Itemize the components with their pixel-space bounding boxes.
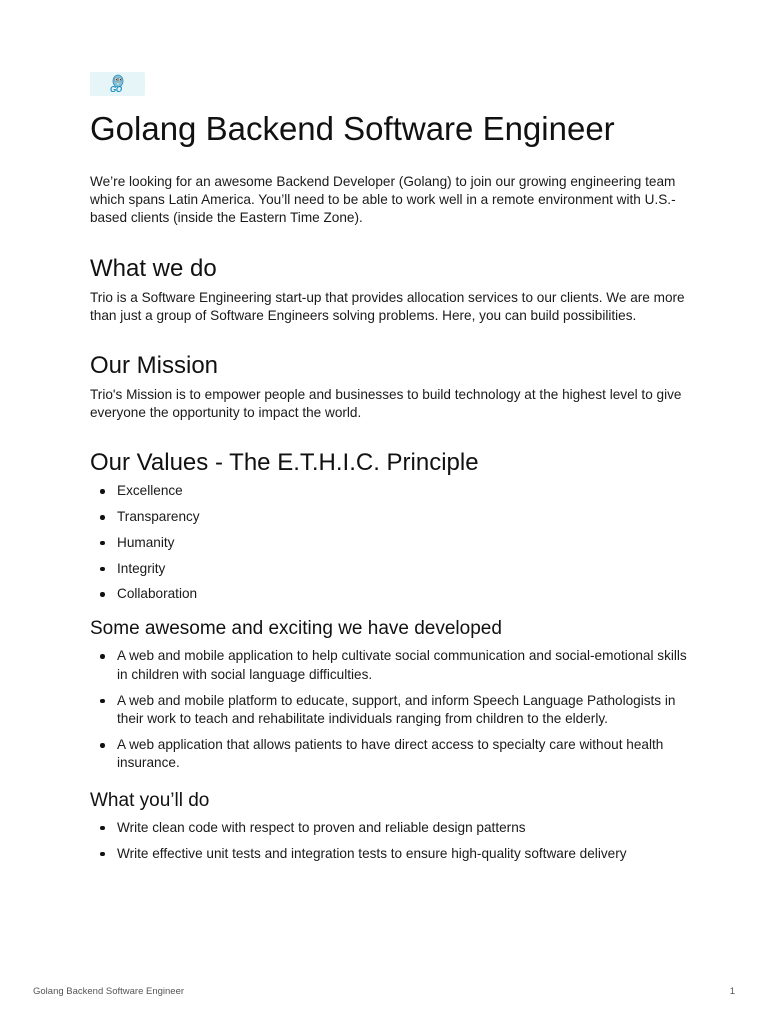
mission-paragraph: Trio's Mission is to empower people and businesses to build technology at the highest level to give everyone the opportunity to impact the world. — [90, 387, 682, 421]
intro-paragraph: We’re looking for an awesome Backend Developer (Golang) to join our growing engineering team which spans Latin America. You’ll need to be able to work well in a remote environment with U.S.-based clients (inside the Eastern Time Zone). — [90, 174, 676, 226]
mission-heading: Our Mission — [90, 352, 219, 380]
what-youll-do-list — [90, 819, 690, 863]
what-youll-do-heading: What you’ll do — [90, 789, 210, 811]
what-we-do-paragraph: Trio is a Software Engineering start-up that provides allocation services to our clients. We are more than just a group of Software Engineers solving problems. Here, you can build possibilities. — [90, 289, 685, 323]
list-item: A web and mobile application to help cultivate social communication and social-emotional skills in children with social language difficulties. — [90, 647, 690, 683]
values-list — [90, 482, 690, 603]
list-item: A web and mobile platform to educate, support, and inform Speech Language Pathologists in their work to teach and rehabilitate individuals ranging from children to the elderly. — [90, 692, 690, 728]
what-we-do-heading: What we do — [90, 254, 217, 282]
list-item: Collaboration — [90, 585, 690, 603]
values-heading: Our Values - The E.T.H.I.C. Principle — [90, 449, 479, 477]
developed-list — [90, 647, 690, 772]
list-item: Transparency — [90, 508, 690, 526]
list-item: Humanity — [90, 534, 690, 552]
list-item: Write effective unit tests and integration tests to ensure high-quality software delivery — [90, 845, 690, 863]
page-title: Golang Backend Software Engineer — [90, 110, 615, 147]
list-item: Excellence — [90, 482, 690, 500]
list-item: Write clean code with respect to proven and reliable design patterns — [90, 819, 690, 837]
company-logo — [90, 72, 145, 96]
list-item: Integrity — [90, 560, 690, 578]
page-number: 1 — [729, 986, 735, 997]
logo-text: GO — [110, 85, 122, 94]
footer-title: Golang Backend Software Engineer — [33, 986, 185, 997]
document-content — [90, 72, 690, 871]
list-item: A web application that allows patients to have direct access to specialty care without health insurance. — [90, 736, 690, 772]
developed-heading: Some awesome and exciting we have developed — [90, 618, 502, 640]
